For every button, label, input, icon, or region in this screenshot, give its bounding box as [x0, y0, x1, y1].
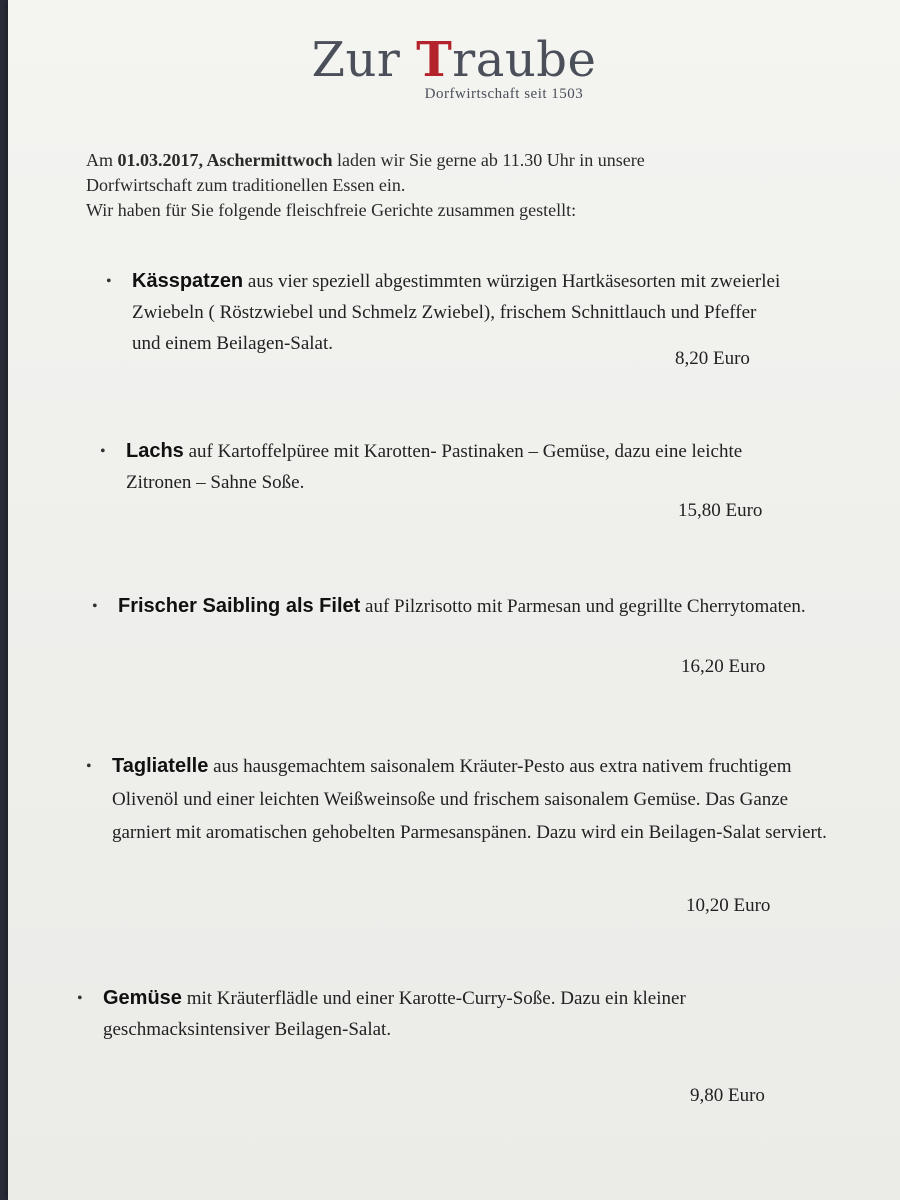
bullet-icon: •	[100, 443, 106, 460]
dish-price: 16,20 Euro	[681, 656, 766, 677]
dish-name: Gemüse	[103, 987, 182, 1009]
logo-subtitle: Dorfwirtschaft seit 1503	[424, 86, 584, 102]
bullet-icon: •	[77, 990, 83, 1007]
intro-line-3: Wir haben für Sie folgende fleischfreie Gerichte zusammen gestellt:	[86, 200, 577, 220]
dish-description: aus vier speziell abgestimmten würzigen Hartkäsesorten mit zweierlei Zwiebeln ( Röstzwiebel und Schmelz Zwiebel), frischem Schnittlauch und Pfeffer und einem Beilagen-Salat.	[132, 271, 781, 354]
dish-name: Kässpatzen	[132, 270, 244, 292]
menu-sheet	[8, 0, 900, 1200]
dish-price: 15,80 Euro	[678, 500, 763, 521]
dish-item	[77, 983, 843, 1045]
dish-item	[86, 750, 827, 849]
dish-description: auf Pilzrisotto mit Parmesan und gegrillte Cherrytomaten.	[360, 596, 806, 617]
dish-description: auf Kartoffelpüree mit Karotten- Pastinaken – Gemüse, dazu eine leichte Zitronen – Sahne Soße.	[126, 441, 743, 493]
dish-item	[106, 266, 782, 359]
dish-description: aus hausgemachtem saisonalem Kräuter-Pesto aus extra nativem fruchtigem Olivenöl und einer leichten Weißweinsoße und frischem saisonalem Gemüse. Das Ganze garniert mit aromatischen gehobelten Parmesanspänen. Dazu wird ein Beilagen-Salat serviert.	[112, 756, 827, 843]
intro-text	[86, 148, 846, 223]
dish-name: Tagliatelle	[112, 755, 209, 777]
dish-price: 10,20 Euro	[686, 895, 771, 916]
bullet-icon: •	[92, 598, 98, 615]
logo-name-part1: Zur	[311, 32, 417, 88]
intro-line-1	[86, 148, 846, 173]
bullet-icon: •	[86, 758, 92, 775]
intro-text1: Am	[86, 150, 118, 170]
bullet-icon: •	[106, 273, 112, 290]
dish-item	[100, 436, 806, 498]
dish-price: 9,80 Euro	[690, 1085, 765, 1106]
dish-item	[92, 591, 818, 622]
dish-name: Frischer Saibling als Filet	[118, 595, 361, 617]
dish-price: 8,20 Euro	[675, 348, 750, 369]
logo-title	[8, 30, 900, 90]
intro-date: 01.03.2017, Aschermittwoch	[117, 150, 333, 170]
intro-text2: laden wir Sie gerne ab 11.30 Uhr in unsere	[332, 150, 645, 170]
logo-name-part2: raube	[452, 32, 597, 88]
dish-description: mit Kräuterflädle und einer Karotte-Curry-Soße. Dazu ein kleiner geschmacksintensiver Beilagen-Salat.	[103, 988, 686, 1040]
intro-line-2: Dorfwirtschaft zum traditionellen Essen ein.	[86, 175, 406, 195]
dish-name: Lachs	[126, 440, 184, 462]
restaurant-logo	[8, 30, 900, 103]
logo-name-accent: T	[416, 32, 453, 88]
